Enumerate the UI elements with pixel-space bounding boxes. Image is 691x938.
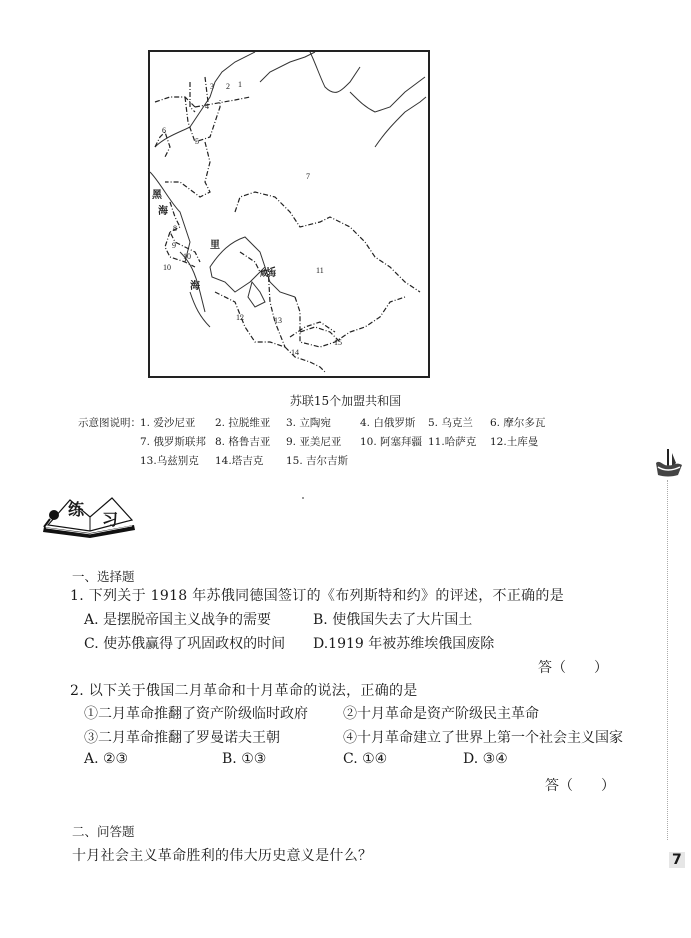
map-region-7: 7	[306, 172, 310, 181]
legend-item: 2. 拉脱维亚	[215, 417, 271, 429]
legend-item: 5. 乌克兰	[428, 417, 473, 429]
short-answer-question: 十月社会主义革命胜利的伟大历史意义是什么？	[72, 848, 373, 864]
map-region-10b: 10	[163, 263, 171, 272]
q1-option-d[interactable]: D.1919 年被苏维埃俄国废除	[313, 636, 495, 652]
q1-answer-blank[interactable]: 答（ ）	[538, 660, 608, 676]
black-sea-label-1: 黑	[152, 190, 162, 201]
legend-item: 11.哈萨克	[428, 436, 477, 448]
legend-label: 示意图说明：	[78, 417, 141, 429]
logo-char-lian: 练	[68, 500, 85, 519]
q2-statement-1: ①二月革命推翻了资产阶级临时政府	[84, 706, 308, 722]
legend-item: 14.塔吉克	[215, 455, 264, 467]
question-1-stem: 1. 下列关于 1918 年苏俄同德国签订的《布列斯特和约》的评述，不正确的是	[70, 588, 565, 604]
q2-statement-4: ④十月革命建立了世界上第一个社会主义国家	[343, 730, 623, 746]
ussr-republics-map	[148, 50, 430, 378]
section-title-short-answer: 二、问答题	[72, 824, 135, 839]
legend-item: 13.乌兹别克	[140, 455, 199, 467]
map-borders	[150, 52, 428, 376]
q2-option-a[interactable]: A. ②③	[84, 751, 129, 767]
map-region-8: 8	[173, 224, 177, 233]
q2-option-b[interactable]: B. ①③	[222, 751, 267, 767]
page-number: 7	[669, 852, 685, 868]
logo-char-xi: 习	[102, 510, 119, 529]
map-region-15: 15	[334, 338, 342, 347]
map-region-4: 4	[205, 102, 209, 111]
q2-statement-2: ②十月革命是资产阶级民主革命	[343, 706, 539, 722]
map-region-5: 5	[195, 137, 199, 146]
q2-answer-blank[interactable]: 答（ ）	[545, 778, 615, 794]
legend-item: 4. 白俄罗斯	[360, 417, 416, 429]
section-title-multiple-choice: 一、选择题	[72, 569, 135, 584]
open-book-icon	[42, 495, 137, 540]
map-region-14: 14	[291, 348, 299, 357]
map-region-3: 3	[210, 82, 214, 91]
q2-option-c[interactable]: C. ①④	[343, 751, 388, 767]
legend-item: 9. 亚美尼亚	[286, 436, 342, 448]
q1-option-a[interactable]: A. 是摆脱帝国主义战争的需要	[84, 612, 272, 628]
map-caption: 苏联15个加盟共和国	[289, 394, 402, 408]
q1-option-c[interactable]: C. 使苏俄赢得了巩固政权的时间	[84, 636, 286, 652]
caspian-sea-label-1: 里	[210, 240, 220, 251]
castle-ornament-icon	[650, 445, 686, 481]
practice-book-logo	[42, 495, 137, 540]
legend-item: 1. 爱沙尼亚	[140, 417, 196, 429]
q2-statement-3: ③二月革命推翻了罗曼诺夫王朝	[84, 730, 280, 746]
speck	[302, 497, 304, 499]
legend-item: 7. 俄罗斯联邦	[140, 436, 206, 448]
map-region-11: 11	[316, 266, 324, 275]
legend-item: 6. 摩尔多瓦	[490, 417, 546, 429]
q1-option-b[interactable]: B. 使俄国失去了大片国土	[313, 612, 473, 628]
legend-item: 10. 阿塞拜疆	[360, 436, 423, 448]
map-region-1: 1	[238, 80, 242, 89]
margin-dotted-rule	[667, 480, 668, 840]
legend-item: 15. 吉尔吉斯	[286, 455, 349, 467]
legend-item: 8. 格鲁吉亚	[215, 436, 271, 448]
black-sea-label-2: 海	[158, 206, 168, 217]
question-2-statements	[84, 703, 644, 773]
caspian-sea-label-2: 海	[190, 281, 200, 292]
question-1-options	[84, 609, 644, 652]
aral-sea-label: 咸海	[260, 269, 276, 278]
map-region-12: 12	[236, 313, 244, 322]
legend-item: 12.土库曼	[490, 436, 539, 448]
question-2-stem: 2. 以下关于俄国二月革命和十月革命的说法，正确的是	[70, 683, 418, 699]
map-region-6: 6	[162, 126, 166, 135]
map-region-2: 2	[226, 82, 230, 91]
map-region-10a: 10	[183, 252, 191, 261]
legend-item: 3. 立陶宛	[286, 417, 331, 429]
q2-option-d[interactable]: D. ③④	[463, 751, 508, 767]
map-region-9: 9	[172, 241, 176, 250]
map-region-13: 13	[274, 316, 282, 325]
